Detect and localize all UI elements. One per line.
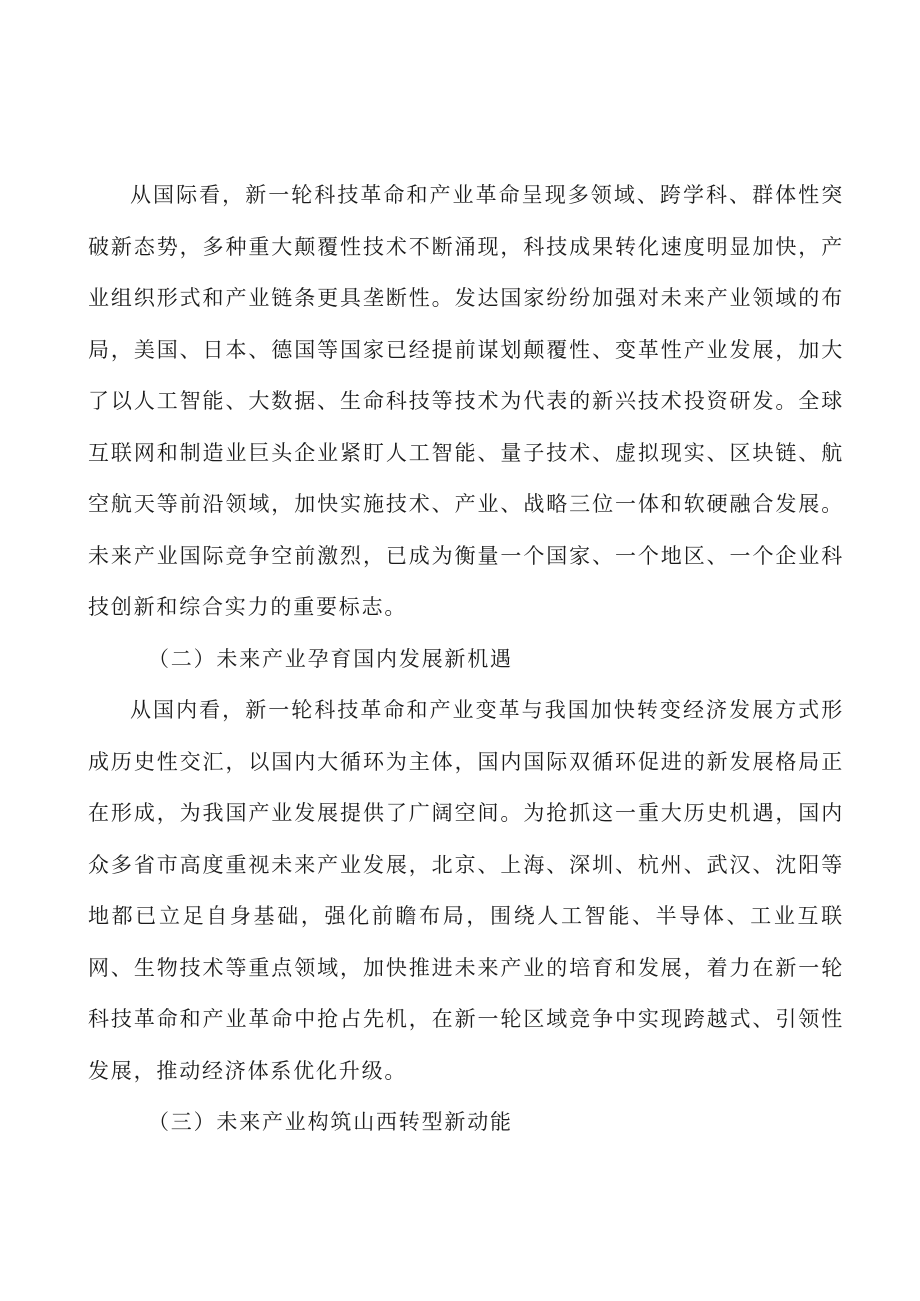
document-body [88,170,844,1149]
section-heading-2: （二）未来产业孕育国内发展新机遇 [148,646,513,671]
paragraph-international: 从国际看，新一轮科技革命和产业革命呈现多领域、跨学科、群体性突破新态势，多种重大颠覆性技术不断涌现，科技成果转化速度明显加快，产业组织形式和产业链条更具垄断性。发达国家纷纷加强对未来产业领域的布局，美国、日本、德国等国家已经提前谋划颠覆性、变革性产业发展，加大了以人工智能、大数据、生命科技等技术为代表的新兴技术投资研发。全球互联网和制造业巨头企业紧盯人工智能、量子技术、虚拟现实、区块链、航空航天等前沿领域，加快实施技术、产业、战略三位一体和软硬融合发展。未来产业国际竞争空前激烈，已成为衡量一个国家、一个地区、一个企业科技创新和综合实力的重要标志。 [88,183,844,619]
section-heading-3: （三）未来产业构筑山西转型新动能 [148,1110,513,1134]
paragraph-domestic: 从国内看，新一轮科技革命和产业变革与我国加快转变经济发展方式形成历史性交汇，以国内大循环为主体，国内国际双循环促进的新发展格局正在形成，为我国产业发展提供了广阔空间。为抢抓这一重大历史机遇，国内众多省市高度重视未来产业发展，北京、上海、深圳、杭州、武汉、沈阳等地都已立足自身基础，强化前瞻布局，围绕人工智能、半导体、工业互联网、生物技术等重点领域，加快推进未来产业的培育和发展，着力在新一轮科技革命和产业革命中抢占先机，在新一轮区域竞争中实现跨越式、引领性发展，推动经济体系优化升级。 [88,698,844,1083]
